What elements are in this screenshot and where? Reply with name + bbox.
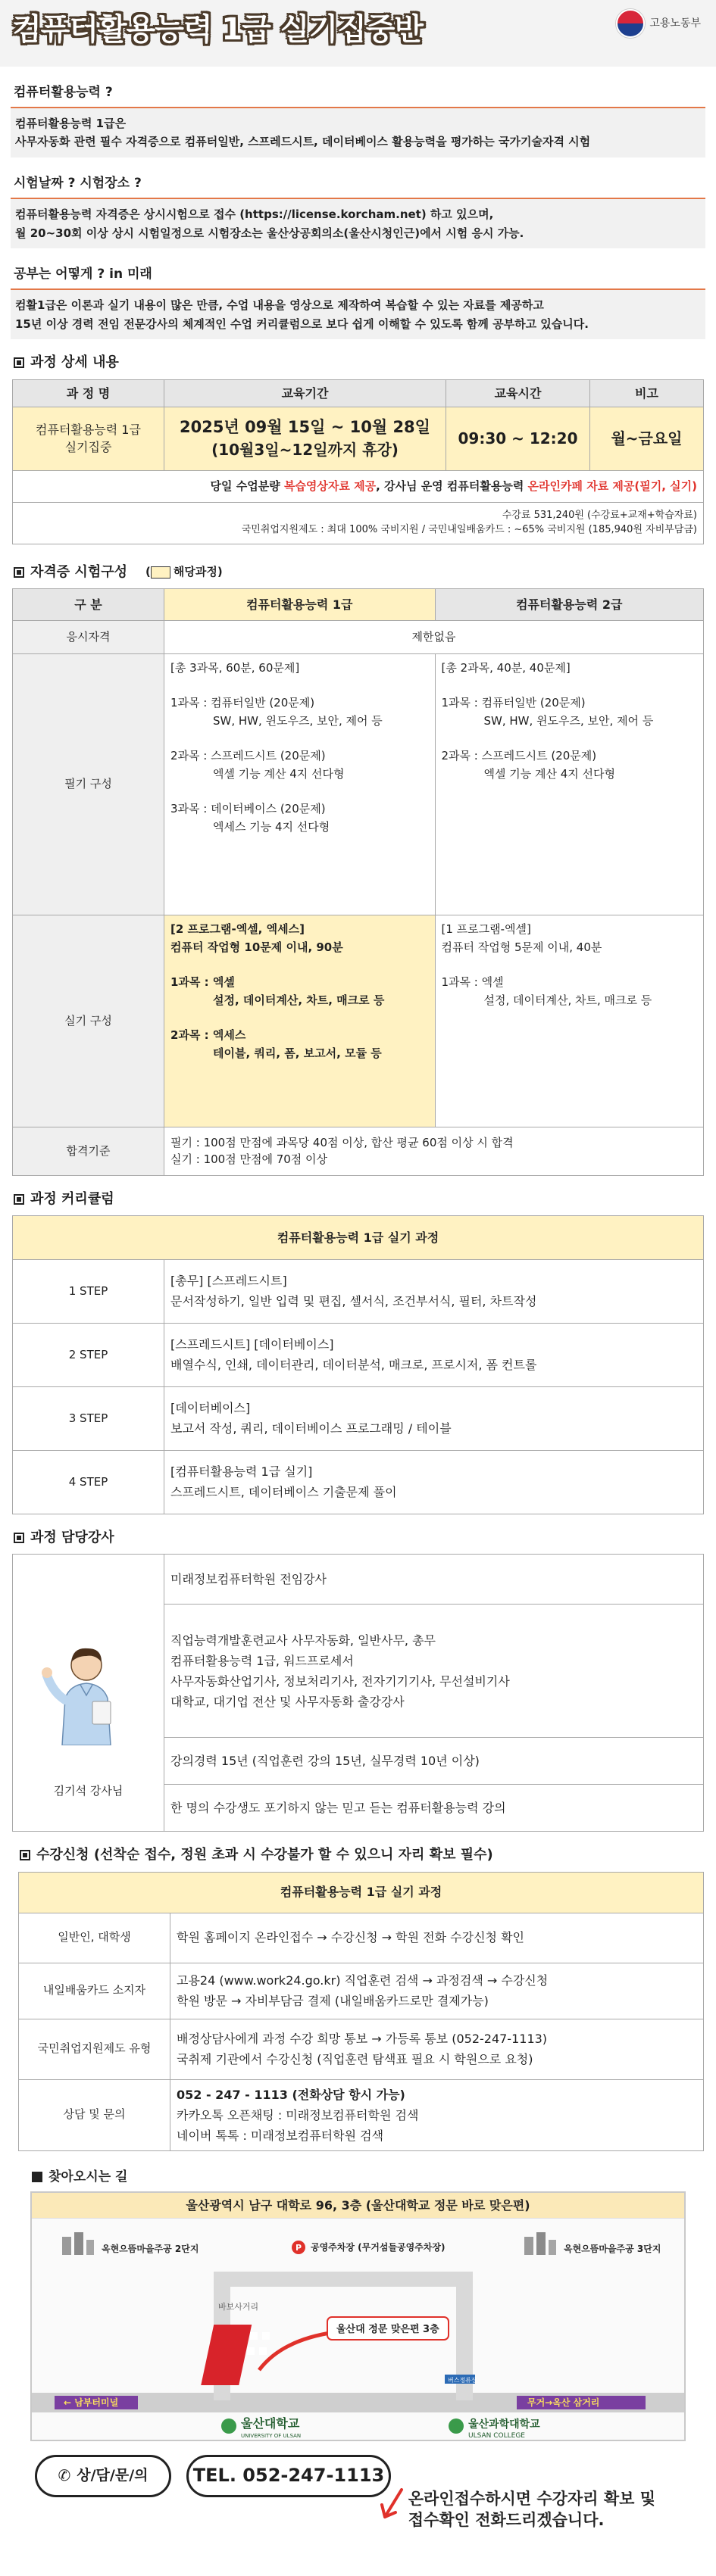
square-bullet-icon (32, 2172, 42, 2182)
register-label: 국민취업지원제도 유형 (19, 2019, 170, 2079)
map-section-title (32, 2168, 684, 2187)
step-title: [데이터베이스] (170, 1401, 251, 1416)
step-desc (164, 1324, 704, 1387)
curriculum-section-title (14, 1190, 702, 1209)
course-name: 컴퓨터활용능력 1급 실기집중 (13, 407, 164, 470)
taegeuk-icon (616, 9, 645, 38)
direction-left-label: ← 남부터미널 (64, 2397, 119, 2408)
intro-question: 시험날짜 ? 시험장소 ? (11, 170, 705, 199)
course-time: 09:30 ~ 12:20 (446, 407, 590, 470)
square-bullet-icon (14, 1533, 24, 1543)
register-value (170, 2079, 704, 2151)
qualification-value: 제한없음 (164, 621, 704, 654)
extra-text: , 강사님 운영 컴퓨터활용능력 (376, 479, 528, 493)
phone-number: TEL. 052-247-1113 (192, 2465, 385, 2487)
register-line: 학원 홈페이지 온라인접수 → 수강신청 → 학원 전화 수강신청 확인 (177, 1930, 524, 1945)
arrow-icon (379, 2487, 409, 2525)
table-row (19, 2019, 704, 2079)
intro-answer-line: 컴활1급은 이론과 실기 내용이 많은 만큼, 수업 내용을 영상으로 제작하여 복습할 수 있는 자료를 제공하고 (15, 298, 544, 312)
footer-note-line: 온라인접수하시면 수강자리 확보 및 (408, 2489, 655, 2508)
block-item: 2과목 : 스프레드시트 (20문제) (170, 749, 326, 763)
college-logo-icon (449, 2419, 464, 2434)
table-row (13, 1324, 704, 1387)
apt-right-label: 옥현으뜸마을주공 3단지 (564, 2243, 661, 2254)
college-name-en: ULSAN COLLEGE (468, 2431, 525, 2440)
legend-swatch (151, 566, 170, 579)
register-value (170, 1913, 704, 1963)
extra-highlight: 복습영상자료 제공 (283, 479, 377, 493)
written-1 (164, 654, 436, 915)
col-header: 컴퓨터활용능력 2급 (435, 589, 703, 621)
block-item: 3과목 : 데이터베이스 (20문제) (170, 802, 326, 816)
step-title: [컴퓨터활용능력 1급 실기] (170, 1464, 313, 1480)
block-head: 컴퓨터 작업형 5문제 이내, 40분 (441, 940, 602, 955)
pointer-arrow-icon (259, 2332, 335, 2370)
extra-text: 당일 수업분량 (210, 479, 284, 493)
register-label: 내일배움카드 소지자 (19, 1963, 170, 2019)
block-sub: 설정, 데이터계산, 차트, 매크로 등 (213, 993, 385, 1008)
col-header: 비고 (590, 379, 704, 407)
row-label: 합격기준 (13, 1127, 164, 1176)
section-title-text: 찾아오시는 길 (48, 2169, 128, 2185)
section-title-text: 자격증 시험구성 (30, 564, 127, 581)
block-sub: SW, HW, 윈도우즈, 보안, 제어 등 (213, 714, 383, 728)
university-name-en: UNIVERSITY OF ULSAN (241, 2432, 302, 2439)
table-row (13, 1387, 704, 1451)
university-logo-icon (221, 2419, 236, 2434)
section-title-text: 과정 상세 내용 (30, 354, 119, 371)
course-period (164, 407, 446, 470)
apartment-left-icon (62, 2232, 94, 2255)
course-note: 월~금요일 (590, 407, 704, 470)
step-desc (164, 1260, 704, 1324)
apt-left-label: 옥현으뜸마을주공 2단지 (102, 2243, 199, 2254)
block-sub: 엑셀 기능 계산 4지 선다형 (213, 767, 345, 781)
road-label: 바보사거리 (218, 2301, 259, 2312)
col-header: 교육시간 (446, 379, 590, 407)
step-label: 1 STEP (13, 1260, 164, 1324)
footer-note (408, 2488, 655, 2531)
step-desc (164, 1387, 704, 1451)
register-line: 052 - 247 - 1113 (전화상담 항시 가능) (177, 2087, 405, 2102)
apartment-right-icon (524, 2232, 556, 2255)
page-title: 컴퓨터활용능력 1급 실기집중반 (12, 12, 424, 47)
pass-line: 실기 : 100점 만점에 70점 이상 (170, 1152, 328, 1166)
block-head: [1 프로그램-엑셀] (441, 922, 531, 937)
fee-line: 수강료 531,240원 (수강료+교재+학습자료) (502, 510, 697, 522)
consult-pill[interactable] (35, 2455, 171, 2497)
ministry-logo (616, 9, 701, 38)
step-text: 보고서 작성, 쿼리, 데이터베이스 프로그래밍 / 테이블 (170, 1421, 452, 1436)
legend-label: 해당과정 (173, 565, 217, 579)
teacher-profile (13, 1555, 164, 1832)
teacher-name: 김기석 강사님 (53, 1783, 124, 1798)
phone-icon: ✆ (58, 2466, 71, 2485)
pass-criteria (164, 1127, 704, 1176)
block-head: [2 프로그램-엑셀, 엑세스] (170, 922, 305, 937)
block-sub: 엑셀 기능 계산 4지 선다형 (483, 767, 616, 781)
cert-table (12, 588, 704, 1176)
intro-answer-line: 사무자동화 관련 필수 자격증으로 컴퓨터일반, 스프레드시트, 데이터베이스 활용능력을 평가하는 국가기술자격 시험 (15, 135, 591, 149)
period-line: (10월3일~12일까지 휴강) (211, 440, 399, 459)
cert-section-title (14, 563, 702, 582)
extra-info (13, 470, 704, 503)
teacher-motto: 한 명의 수강생도 포기하지 않는 믿고 듣는 컴퓨터활용능력 강의 (164, 1785, 704, 1832)
written-2 (435, 654, 703, 915)
intro-answer (11, 290, 705, 340)
block-sub: 테이블, 쿼리, 폼, 보고서, 모듈 등 (213, 1046, 382, 1061)
step-text: 문서작성하기, 일반 입력 및 편집, 셀서식, 조건부서식, 필터, 차트작성 (170, 1293, 537, 1308)
footer (0, 2441, 716, 2555)
bus-stop-label: 버스정류장 (448, 2376, 477, 2384)
block-item: 1과목 : 컴퓨터일반 (20문제) (170, 696, 315, 710)
step-title: [스프레드시트] [데이터베이스] (170, 1337, 334, 1352)
detail-section-title (14, 353, 702, 373)
register-line: 카카오톡 오픈채팅 : 미래정보컴퓨터학원 검색 (177, 2107, 419, 2122)
register-line: 고용24 (www.work24.go.kr) 직업훈련 검색 → 과정검색 → 수강신청 (177, 1973, 549, 1988)
square-bullet-icon (14, 357, 24, 368)
page-header (0, 0, 716, 67)
block-sub: 설정, 데이터계산, 차트, 매크로 등 (483, 993, 652, 1008)
ministry-name: 고용노동부 (649, 17, 701, 30)
cert-line: 사무자동화산업기사, 정보처리기사, 전자기기기사, 무선설비기사 (170, 1673, 510, 1689)
register-line: 학원 방문 → 자비부담금 결제 (내일배움카드로만 결제가능) (177, 1994, 489, 2009)
table-row (19, 1963, 704, 2019)
intro-section (11, 79, 705, 339)
col-header: 교육기간 (164, 379, 446, 407)
table-row (19, 1913, 704, 1963)
intro-answer (11, 199, 705, 249)
curriculum-header: 컴퓨터활용능력 1급 실기 과정 (13, 1216, 704, 1260)
intro-answer (11, 108, 705, 158)
academy-building-icon (201, 2325, 270, 2385)
block-item: 1과목 : 컴퓨터일반 (20문제) (441, 696, 586, 710)
register-section-title (20, 1845, 702, 1865)
phone-pill[interactable] (186, 2455, 391, 2497)
block-sub: 엑세스 기능 4지 선다형 (213, 820, 330, 834)
footer-note-line: 접수확인 전화드리겠습니다. (408, 2511, 605, 2530)
college-name: 울산과학대학교 (468, 2418, 540, 2431)
section-title-text: 과정 담당강사 (30, 1530, 114, 1546)
practical-1 (164, 915, 436, 1127)
register-line: 국취제 기관에서 수강신청 (직업훈련 탐색표 필요 시 학원으로 요청) (177, 2052, 533, 2067)
section-title-text: 과정 커리큘럼 (30, 1191, 114, 1208)
register-value (170, 1963, 704, 2019)
location-map (30, 2191, 686, 2441)
table-row (19, 2079, 704, 2151)
square-bullet-icon (14, 1194, 24, 1205)
fee-info (13, 503, 704, 544)
block-item: 2과목 : 엑세스 (170, 1028, 246, 1043)
intro-answer-line: 컴퓨터활용능력 자격증은 상시시험으로 접수 (https://license.korcham.net) 하고 있으며, (15, 207, 494, 221)
academy-label: 울산대 정문 맞은편 3층 (336, 2323, 439, 2335)
upper-road (214, 2272, 473, 2287)
block-head: [총 3과목, 60분, 60문제] (170, 661, 300, 675)
block-item: 1과목 : 엑셀 (170, 975, 235, 990)
step-label: 2 STEP (13, 1324, 164, 1387)
pass-line: 필기 : 100점 만점에 과목당 40점 이상, 합산 평균 60점 이상 시 합격 (170, 1135, 514, 1149)
table-row (13, 1451, 704, 1514)
map-drawing (32, 2219, 684, 2440)
period-line: 2025년 09월 15일 ~ 10월 28일 (180, 418, 430, 437)
register-line: 배정상담사에게 과정 수강 희망 통보 → 가등록 통보 (052-247-1113) (177, 2031, 548, 2046)
step-label: 4 STEP (13, 1451, 164, 1514)
intro-question: 공부는 어떻게 ? in 미래 (11, 260, 705, 290)
legend: ( 해당과정) (145, 565, 223, 579)
cert-line: 컴퓨터활용능력 1급, 워드프로세서 (170, 1653, 354, 1668)
parking-mark: P (295, 2242, 302, 2253)
parking-label: 공영주차장 (무거섬들공영주차장) (311, 2241, 446, 2253)
intro-answer-line: 15년 이상 경력 전임 전문강사의 체계적인 수업 커리큘럼으로 보다 쉽게 이해할 수 있도록 함께 공부하고 있습니다. (15, 317, 589, 331)
fee-line: 국민취업지원제도 : 최대 100% 국비지원 / 국민내일배움카드 : ~65% 국비지원 (185,940원 자비부담금) (241, 524, 697, 536)
block-item: 2과목 : 스프레드시트 (20문제) (441, 749, 597, 763)
block-item: 1과목 : 엑셀 (441, 975, 504, 990)
teacher-certs (164, 1605, 704, 1738)
square-bullet-icon (20, 1850, 30, 1860)
intro-question: 컴퓨터활용능력 ? (11, 79, 705, 108)
cert-line: 직업능력개발훈련교사 사무자동화, 일반사무, 총무 (170, 1633, 436, 1648)
step-text: 배열수식, 인쇄, 데이터관리, 데이터분석, 매크로, 프로시저, 폼 컨트롤 (170, 1357, 537, 1372)
map-address: 울산광역시 남구 대학로 96, 3층 (울산대학교 정문 바로 맞은편) (32, 2193, 684, 2219)
register-table (18, 1872, 704, 2152)
consult-label: 상/담/문/의 (77, 2466, 149, 2484)
block-head: 컴퓨터 작업형 10문제 이내, 90분 (170, 940, 343, 955)
cert-line: 대학교, 대기업 전산 및 사무자동화 출강강사 (170, 1695, 405, 1710)
col-header: 과 정 명 (13, 379, 164, 407)
detail-table (12, 379, 704, 545)
teacher-section-title (14, 1528, 702, 1548)
teacher-role: 미래정보컴퓨터학원 전임강사 (164, 1555, 704, 1605)
teacher-career: 강의경력 15년 (직업훈련 강의 15년, 실무경력 10년 이상) (164, 1738, 704, 1785)
block-head: [총 2과목, 40분, 40문제] (441, 661, 571, 675)
extra-highlight: 온라인카페 자료 제공(필기, 실기) (527, 479, 697, 493)
teacher-table (12, 1554, 704, 1832)
step-title: [총무] [스프레드시트] (170, 1274, 287, 1289)
register-label: 일반인, 대학생 (19, 1913, 170, 1963)
register-value (170, 2019, 704, 2079)
intro-answer-line: 컴퓨터활용능력 1급은 (15, 116, 127, 130)
table-row (13, 1260, 704, 1324)
step-text: 스프레드시트, 데이터베이스 기출문제 풀이 (170, 1484, 397, 1499)
row-label: 실기 구성 (13, 915, 164, 1127)
step-label: 3 STEP (13, 1387, 164, 1451)
col-header: 컴퓨터활용능력 1급 (164, 589, 436, 621)
register-line: 네이버 톡톡 : 미래정보컴퓨터학원 검색 (177, 2128, 384, 2143)
direction-right-label: 무거→옥산 삼거리 (527, 2397, 600, 2408)
block-sub: SW, HW, 윈도우즈, 보안, 제어 등 (483, 714, 654, 728)
university-name: 울산대학교 (241, 2415, 300, 2431)
col-header: 구 분 (13, 589, 164, 621)
row-label: 응시자격 (13, 621, 164, 654)
step-desc (164, 1451, 704, 1514)
row-label: 필기 구성 (13, 654, 164, 915)
curriculum-table (12, 1215, 704, 1514)
register-header: 컴퓨터활용능력 1급 실기 과정 (19, 1872, 704, 1913)
teacher-illustration-icon (39, 1639, 138, 1745)
section-title-text: 수강신청 (선착순 접수, 정원 초과 시 수강불가 할 수 있으니 자리 확보 필수) (36, 1847, 493, 1863)
practical-2 (435, 915, 703, 1127)
intro-answer-line: 월 20~30회 이상 상시 시험일정으로 시험장소는 울산상공회의소(울산시청인근)에서 시험 응시 가능. (15, 226, 524, 240)
square-bullet-icon (14, 567, 24, 578)
register-label: 상담 및 문의 (19, 2079, 170, 2151)
